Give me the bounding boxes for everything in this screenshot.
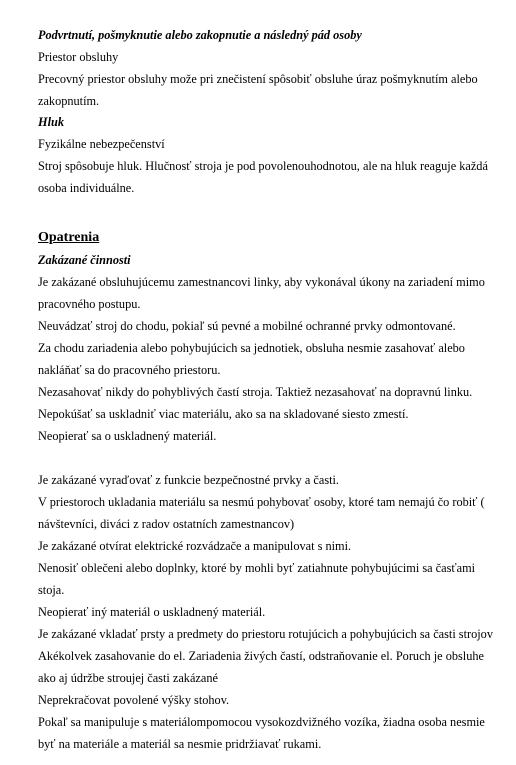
text-line: osoba individuálne. xyxy=(38,181,135,195)
text-line: Neopierať iný materiál o uskladnený materiál. xyxy=(38,605,266,619)
text-line: ako aj údržbe stroujej časti zakázané xyxy=(38,671,218,685)
heading-noise: Hluk xyxy=(38,115,64,129)
text-line: Nenosiť oblečeni alebo doplnky, ktoré by mohli byť zatiahnute pohybujúcimi sa časťami xyxy=(38,561,476,575)
heading-prohibited-activities: Zakázané činnosti xyxy=(38,253,131,267)
text-line: Priestor obsluhy xyxy=(38,50,119,64)
text-line: Je zakázané vyraďovať z funkcie bezpečnostné prvky a časti. xyxy=(38,473,340,487)
text-line: Nepokúšať sa uskladniť viac materiálu, ako sa na skladované siesto zmestí. xyxy=(38,407,409,421)
text-line: Je zakázané obsluhujúcemu zamestnancovi linky, aby vykonával úkony na zariadení mimo xyxy=(38,275,485,289)
text-line: návštevníci, diváci z radov ostatních zamestnancov) xyxy=(38,517,295,531)
heading-slip-trip-fall: Podvrtnutí, pošmyknutie alebo zakopnutie a následný pád osoby xyxy=(38,28,362,42)
text-line: pracovného postupu. xyxy=(38,297,141,311)
section-title-opatrenia: Opatrenia xyxy=(38,230,100,245)
text-line: zakopnutím. xyxy=(38,94,100,108)
text-line: Je zakázané otvírat elektrické rozvádzače a manipulovat s nimi. xyxy=(38,539,352,553)
text-line: Pokaľ sa manipuluje s materiálompomocou vysokozdvižného vozíka, žiadna osoba nesmie xyxy=(38,715,485,729)
text-line: Fyzikálne nebezpečenství xyxy=(38,137,165,151)
text-line: byť na materiále a materiál sa nesmie pridržiavať rukami. xyxy=(38,737,322,751)
text-line: stoja. xyxy=(38,583,65,597)
text-line: Neuvádzať stroj do chodu, pokiaľ sú pevné a mobilné ochranné prvky odmontované. xyxy=(38,319,456,333)
text-line: Akékolvek zasahovanie do el. Zariadenia živých častí, odstraňovanie el. Poruch je obsluhe xyxy=(38,649,484,663)
text-line: Neopierať sa o uskladnený materiál. xyxy=(38,429,217,443)
text-line: Je zakázané vkladať prsty a predmety do priestoru rotujúcich a pohybujúcich sa časti strojov xyxy=(38,627,493,641)
text-line: Stroj spôsobuje hluk. Hlučnosť stroja je pod povolenouhodnotou, ale na hluk reaguje každá xyxy=(38,159,488,173)
text-line: Precovný priestor obsluhy može pri znečistení spôsobiť obsluhe úraz pošmyknutím alebo xyxy=(38,72,478,86)
text-line: nakláňať sa do pracovného priestoru. xyxy=(38,363,221,377)
text-line: Nezasahovať nikdy do pohyblivých častí stroja. Taktiež nezasahovať na dopravnú linku. xyxy=(38,385,473,399)
text-line: Za chodu zariadenia alebo pohybujúcich sa jednotiek, obsluha nesmie zasahovať alebo xyxy=(38,341,465,355)
text-line: V priestoroch ukladania materiálu sa nesmú pohybovať osoby, ktoré tam nemajú čo robiť ( xyxy=(38,495,485,509)
text-line: Neprekračovat povolené výšky stohov. xyxy=(38,693,230,707)
